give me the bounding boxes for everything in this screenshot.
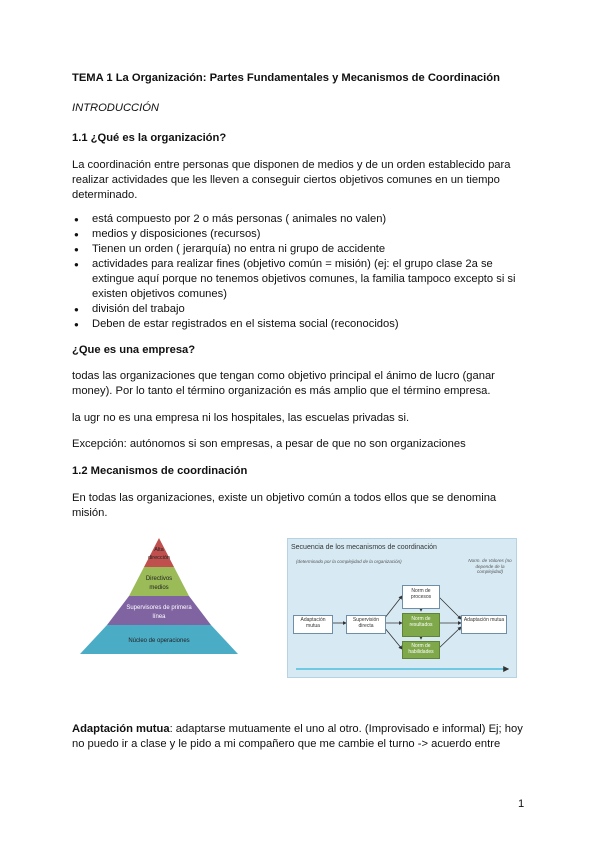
pyramid-label: medios (149, 585, 169, 591)
mutual-adjustment-text: : adaptarse mutuamente el uno al otro. (Improvisado e informal) Ej; hoy no puedo ir a clase y le pido a mi compañero que me cambie el turno -> acuerdo entre (72, 723, 523, 750)
empresa-definition: todas las organizaciones que tengan como objetivo principal el ánimo de lucro (ganar money). Por lo tanto el término organización es más amplio que el término empresa. (72, 370, 495, 397)
document-title: TEMA 1 La Organización: Partes Fundamentales y Mecanismos de Coordinación (72, 72, 500, 84)
organization-features-list (72, 212, 527, 332)
empresa-heading: ¿Que es una empresa? (72, 344, 196, 356)
mission-paragraph: En todas las organizaciones, existe un objetivo común a todos ellos que se denomina misión. (72, 492, 497, 519)
mutual-adjustment-paragraph (72, 722, 527, 752)
results-standardization-box: Norm de resultados (402, 613, 440, 637)
pyramid-label: Alta (154, 547, 164, 553)
list-item: ● actividades para realizar fines (objetivo común = misión) (ej: el grupo clase 2a se extingue aquí porque no tenemos objetivos comunes, la familia tampoco excepto si si existen objetivos comunes) (72, 257, 527, 302)
section-1-2-heading: 1.2 Mecanismos de coordinación (72, 465, 248, 477)
list-item: ● medios y disposiciones (recursos) (72, 227, 527, 242)
mutual-adjustment-final-box: Adaptación mutua (461, 615, 507, 634)
diagram-subtitle: (determinado por la complejidad de la organización) (296, 559, 402, 564)
intro-heading: INTRODUCCIÓN (72, 102, 160, 114)
list-item: ● división del trabajo (72, 302, 527, 317)
mutual-adjustment-term: Adaptación mutua (72, 723, 170, 735)
section-1-1-heading: 1.1 ¿Qué es la organización? (72, 132, 227, 144)
process-standardization-box: Norm de procesos (402, 585, 440, 609)
pyramid-label: Supervisores de primera (126, 605, 192, 611)
direct-supervision-box: Supervisión directa (346, 615, 386, 634)
pyramid-label: Directivos (145, 576, 173, 582)
skills-standardization-box: Norm de habilidades (402, 641, 440, 659)
ugr-example: la ugr no es una empresa ni los hospitales, las escuelas privadas si. (72, 412, 410, 424)
pyramid-label: línea (152, 614, 166, 620)
list-item: ● Deben de estar registrados en el sistema social (reconocidos) (72, 317, 527, 332)
mutual-adjustment-box: Adaptación mutua (293, 615, 333, 634)
coordination-sequence-diagram (287, 538, 517, 678)
list-item: ● está compuesto por 2 o más personas ( animales no valen) (72, 212, 527, 227)
diagram-title: Secuencia de los mecanismos de coordinación (291, 544, 437, 551)
exception-note: Excepción: autónomos si son empresas, a pesar de que no son organizaciones (72, 438, 466, 450)
values-note: Norm. de Valores (no depende de la complejidad) (468, 558, 512, 574)
organization-pyramid (78, 538, 240, 654)
page-number: 1 (518, 798, 525, 810)
pyramid-label: dirección (147, 555, 171, 561)
pyramid-label: Núcleo de operaciones (128, 638, 190, 644)
organization-definition: La coordinación entre personas que disponen de medios y de un orden establecido para realizar actividades que les lleven a conseguir ciertos objetivos comunes en un tiempo determinado. (72, 159, 511, 201)
list-item: ● Tienen un orden ( jerarquía) no entra ni grupo de accidente (72, 242, 527, 257)
